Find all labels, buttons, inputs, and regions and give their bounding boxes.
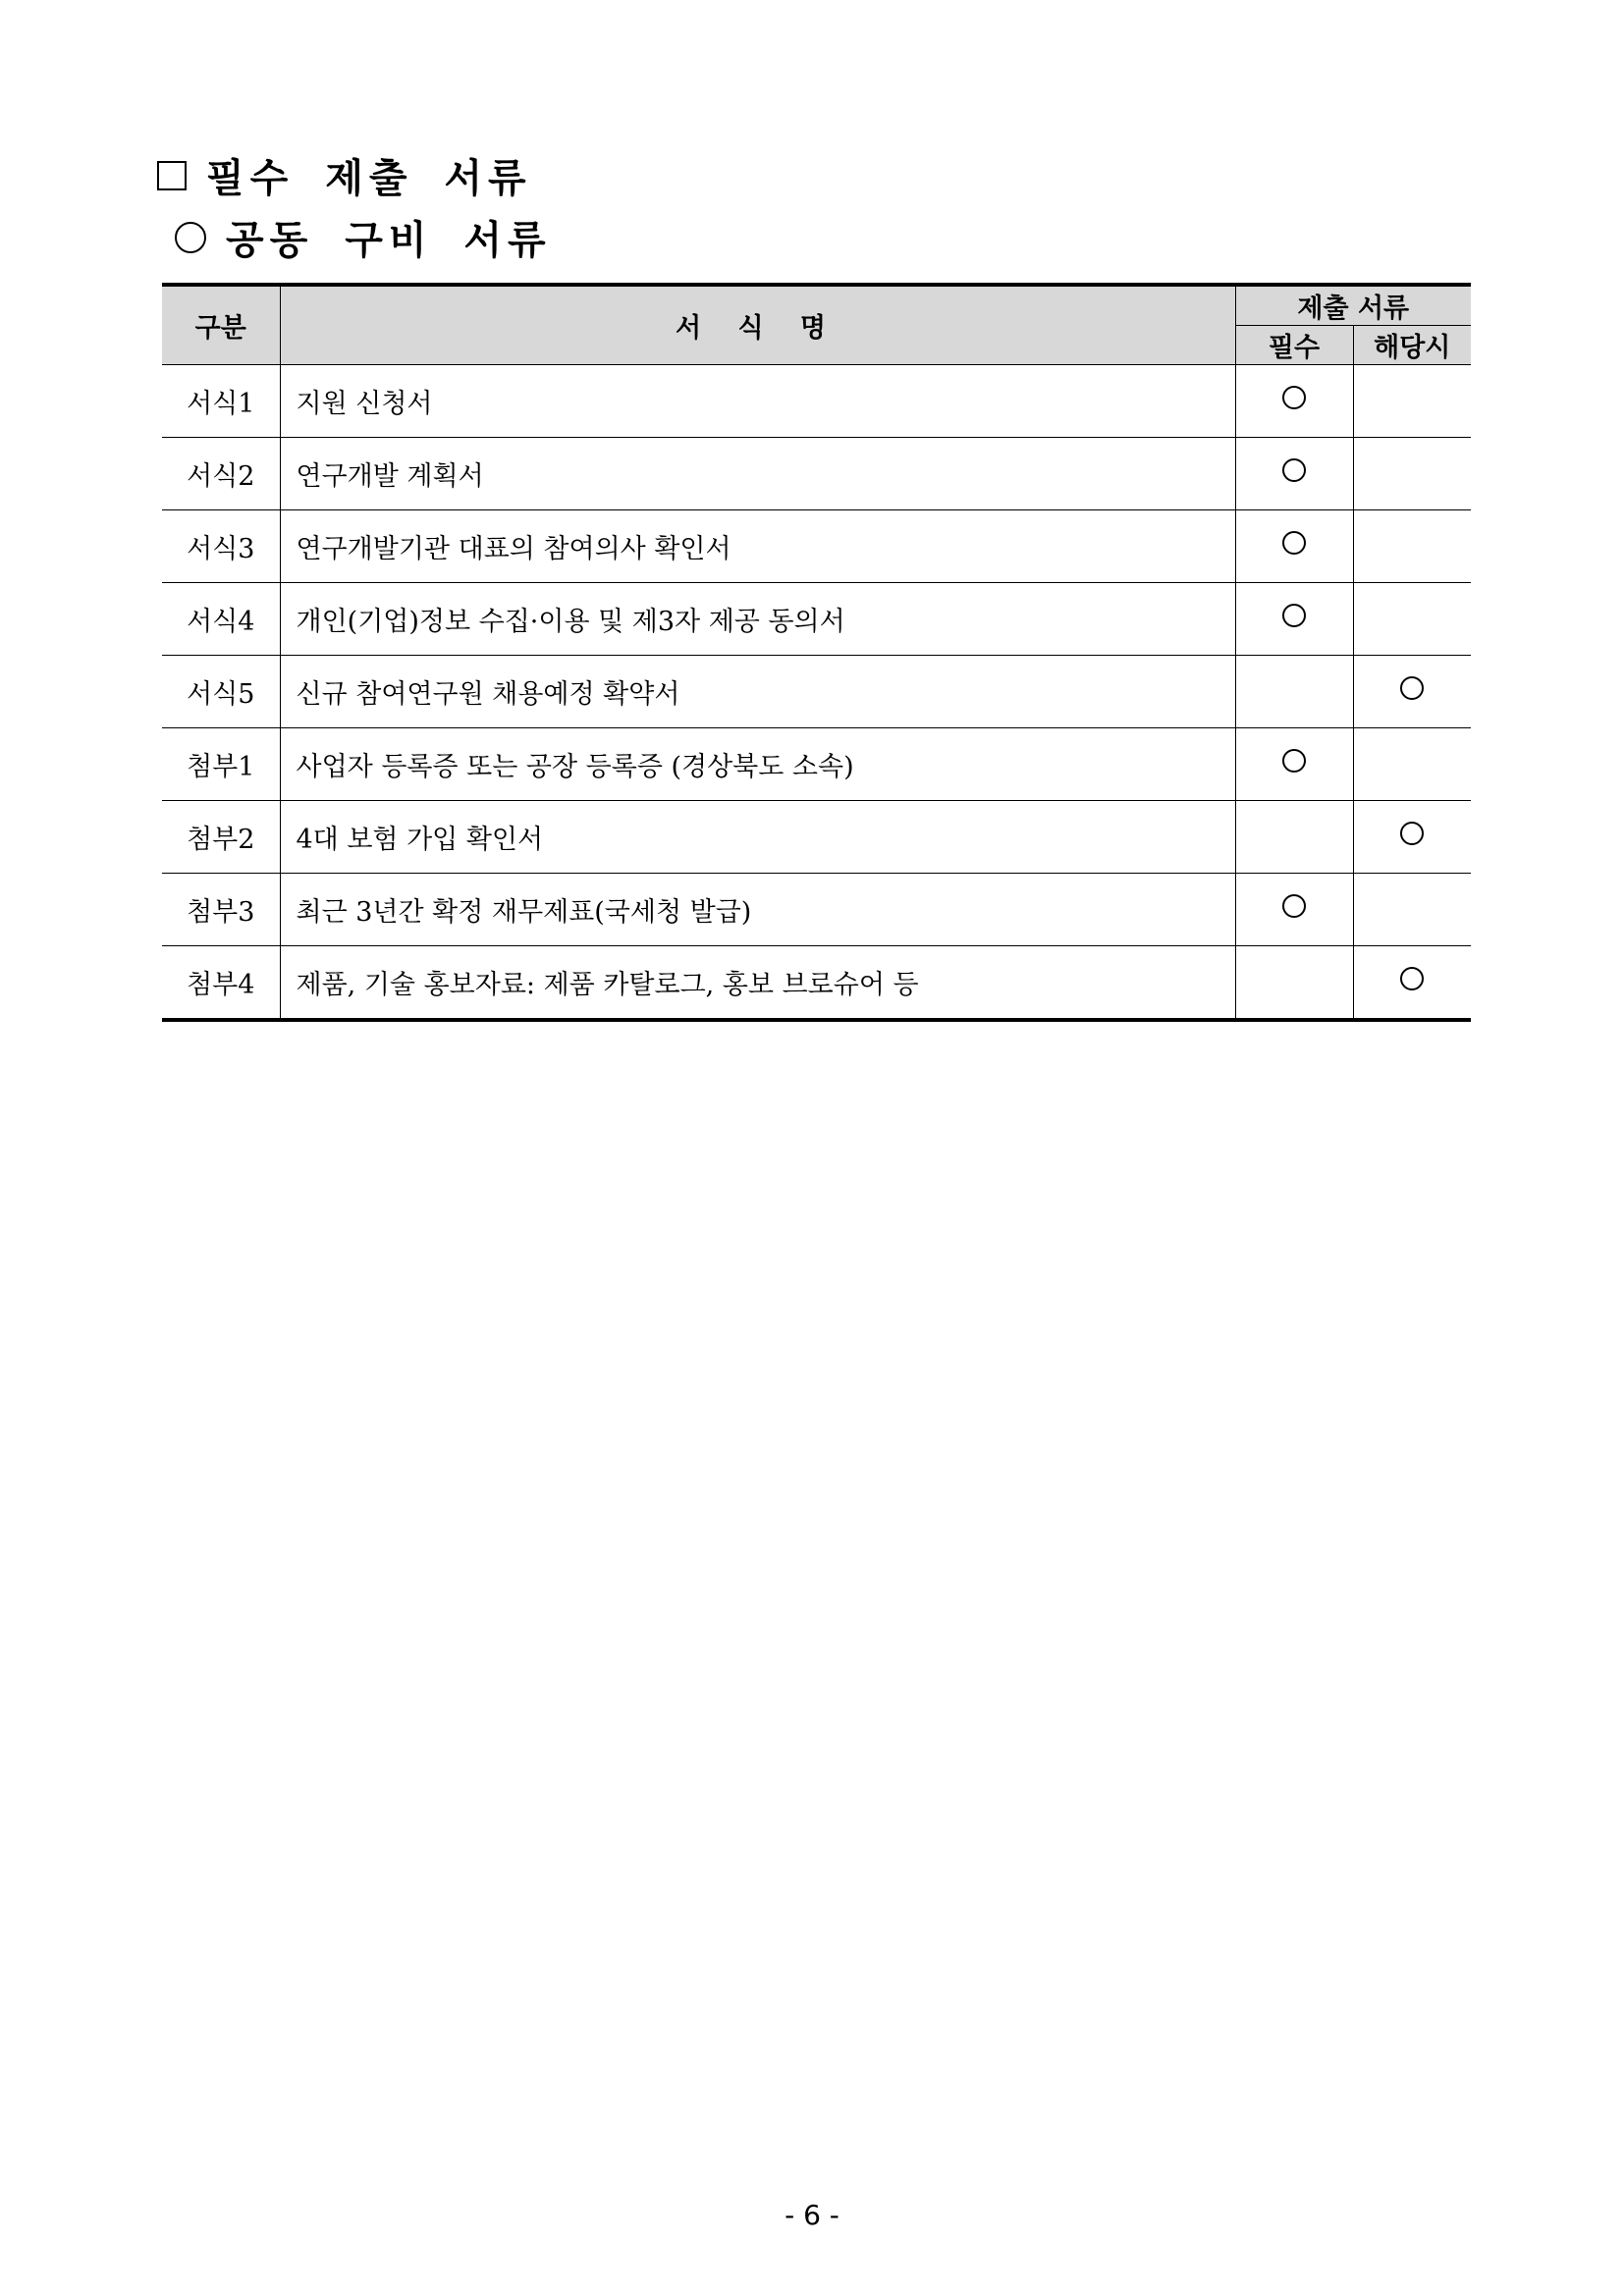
circle-mark-icon — [1282, 531, 1306, 555]
row-if-applicable-cell — [1353, 801, 1471, 874]
section-heading — [157, 147, 532, 203]
row-form-name: 제품, 기술 홍보자료: 제품 카탈로그, 홍보 브로슈어 등 — [280, 946, 1235, 1021]
row-form-name: 사업자 등록증 또는 공장 등록증 (경상북도 소속) — [280, 728, 1235, 801]
row-required-cell — [1235, 801, 1353, 874]
row-form-name: 지원 신청서 — [280, 365, 1235, 438]
row-required-cell — [1235, 946, 1353, 1021]
row-if-applicable-cell — [1353, 946, 1471, 1021]
row-required-cell — [1235, 656, 1353, 728]
circle-mark-icon — [1282, 458, 1306, 482]
circle-mark-icon — [1400, 967, 1424, 990]
row-required-cell — [1235, 438, 1353, 510]
row-form-name: 신규 참여연구원 채용예정 확약서 — [280, 656, 1235, 728]
header-category: 구분 — [162, 285, 280, 365]
circle-mark-icon — [1282, 604, 1306, 627]
header-required: 필수 — [1235, 326, 1353, 365]
row-code: 서식3 — [162, 510, 280, 583]
circle-mark-icon — [1400, 822, 1424, 845]
table-row — [162, 510, 1471, 583]
row-if-applicable-cell — [1353, 728, 1471, 801]
row-code: 첨부2 — [162, 801, 280, 874]
circle-mark-icon — [1400, 676, 1424, 700]
table-row — [162, 728, 1471, 801]
row-code: 서식5 — [162, 656, 280, 728]
table-row — [162, 801, 1471, 874]
row-form-name: 개인(기업)정보 수집·이용 및 제3자 제공 동의서 — [280, 583, 1235, 656]
table-row — [162, 583, 1471, 656]
circle-mark-icon — [1282, 386, 1306, 409]
header-form-name: 서 식 명 — [280, 285, 1235, 365]
row-code: 서식2 — [162, 438, 280, 510]
row-code: 첨부4 — [162, 946, 280, 1021]
row-required-cell — [1235, 510, 1353, 583]
table-row — [162, 946, 1471, 1021]
table-row — [162, 438, 1471, 510]
row-code: 첨부3 — [162, 874, 280, 946]
row-if-applicable-cell — [1353, 583, 1471, 656]
header-submission: 제출 서류 — [1235, 285, 1471, 326]
row-form-name: 연구개발 계획서 — [280, 438, 1235, 510]
row-form-name: 최근 3년간 확정 재무제표(국세청 발급) — [280, 874, 1235, 946]
subsection-heading — [175, 209, 552, 265]
table-row — [162, 656, 1471, 728]
circle-mark-icon — [1282, 894, 1306, 918]
row-form-name: 연구개발기관 대표의 참여의사 확인서 — [280, 510, 1235, 583]
row-required-cell — [1235, 874, 1353, 946]
row-required-cell — [1235, 583, 1353, 656]
row-if-applicable-cell — [1353, 510, 1471, 583]
circle-mark-icon — [1282, 749, 1306, 773]
row-code: 서식1 — [162, 365, 280, 438]
row-if-applicable-cell — [1353, 874, 1471, 946]
row-required-cell — [1235, 728, 1353, 801]
square-bullet-icon — [157, 161, 187, 190]
section-heading-text: 필수 제출 서류 — [206, 156, 532, 201]
table-row — [162, 874, 1471, 946]
row-if-applicable-cell — [1353, 438, 1471, 510]
row-code: 첨부1 — [162, 728, 280, 801]
circle-bullet-icon — [175, 222, 206, 253]
subsection-heading-text: 공동 구비 서류 — [226, 218, 552, 263]
documents-table — [162, 283, 1471, 1022]
table-row — [162, 365, 1471, 438]
row-if-applicable-cell — [1353, 365, 1471, 438]
row-if-applicable-cell — [1353, 656, 1471, 728]
row-form-name: 4대 보험 가입 확인서 — [280, 801, 1235, 874]
header-if-applicable: 해당시 — [1353, 326, 1471, 365]
page-number: - 6 - — [785, 2199, 839, 2231]
row-required-cell — [1235, 365, 1353, 438]
row-code: 서식4 — [162, 583, 280, 656]
